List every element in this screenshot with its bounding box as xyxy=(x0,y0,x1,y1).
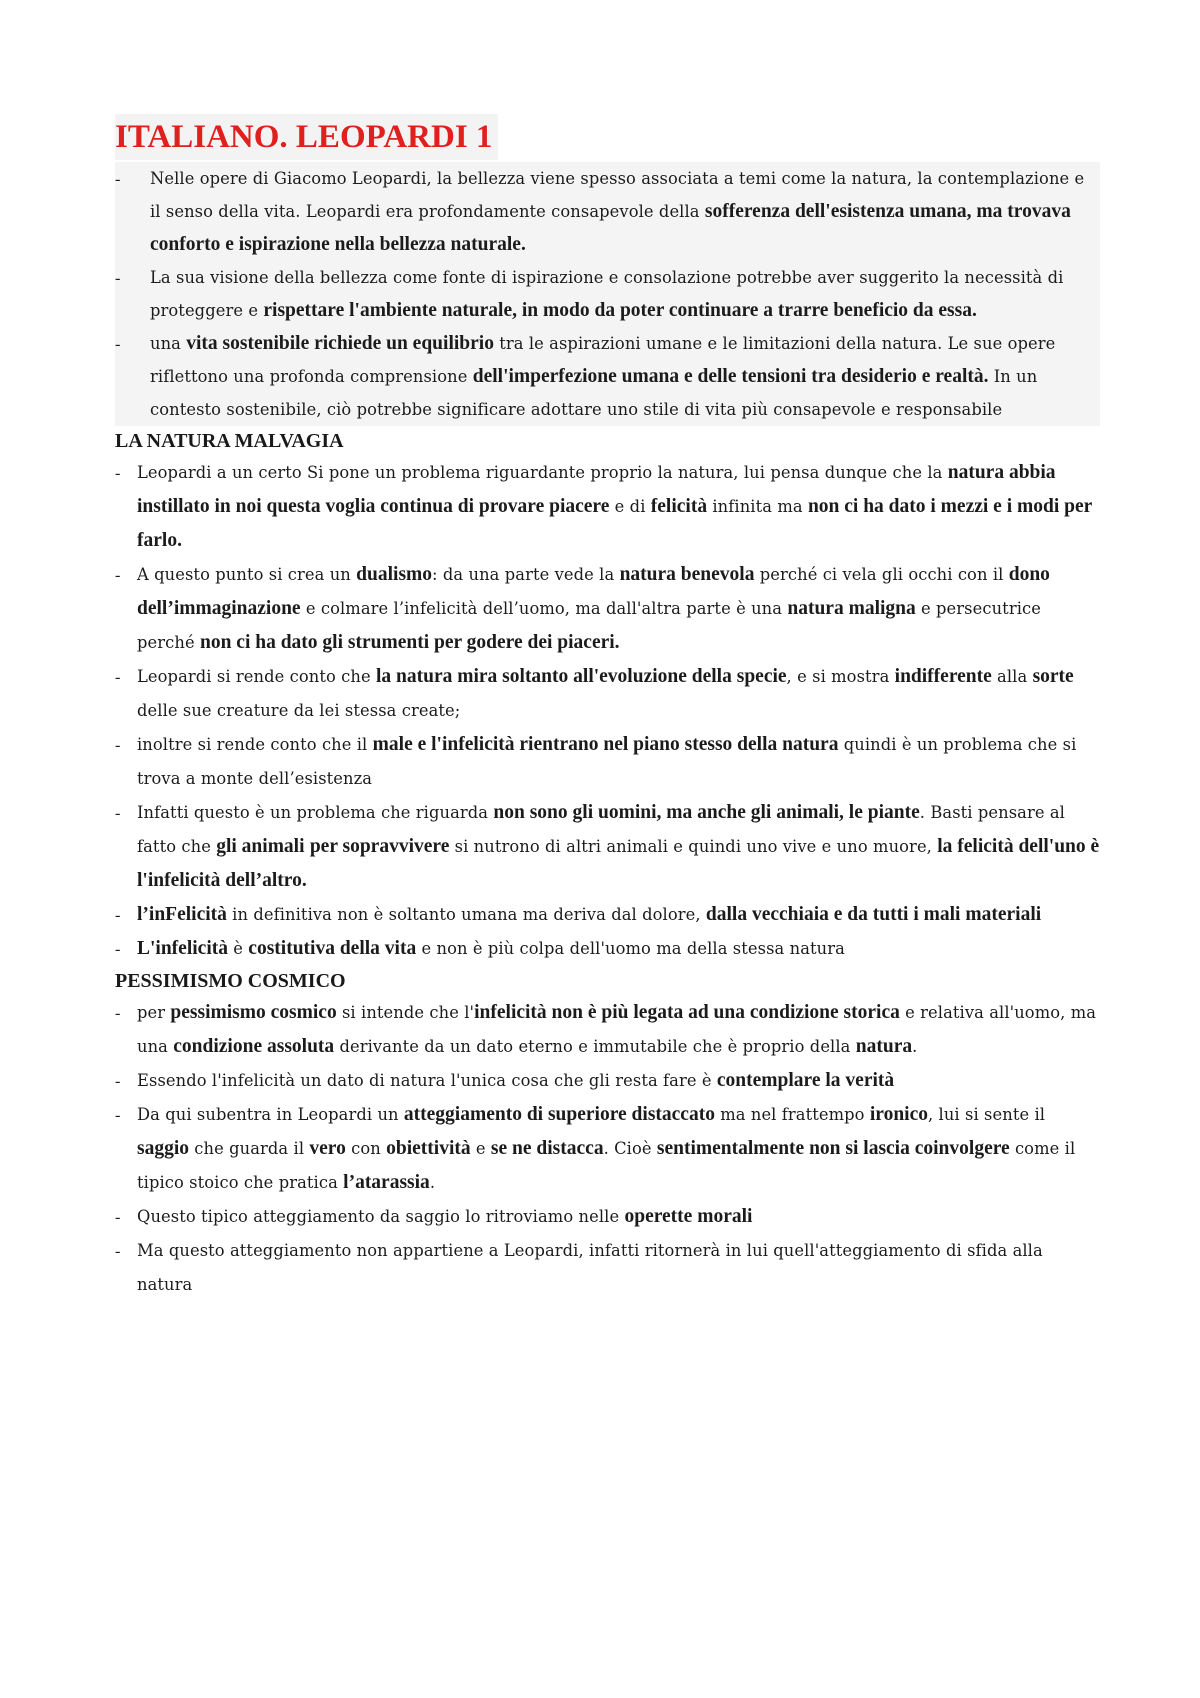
text: , e si mostra xyxy=(786,667,895,686)
bold-text: sentimentalmente non si lascia coinvolgere xyxy=(656,1138,1010,1159)
text: Leopardi a un certo Si pone un problema riguardante proprio la natura, lui pensa dunque che la xyxy=(137,463,948,482)
text: con xyxy=(345,1139,387,1158)
text: ma nel frattempo xyxy=(714,1105,870,1124)
bold-text: dell'imperfezione umana e delle tensioni tra desiderio e realtà. xyxy=(472,366,989,387)
text: La sua visione della bellezza come fonte di ispirazione e consolazione potrebbe aver suggerito la necessità di proteggere e xyxy=(150,268,1064,320)
bullet-dash: - xyxy=(115,905,121,924)
text: si intende che l' xyxy=(336,1003,475,1022)
bullet-dash: - xyxy=(115,565,121,584)
bullet-dash: - xyxy=(115,169,121,188)
list-item xyxy=(115,1064,1100,1098)
bold-text: sorte xyxy=(1032,666,1074,687)
page-title: ITALIANO. LEOPARDI 1 xyxy=(115,114,498,160)
bullet-dash: - xyxy=(115,1241,121,1260)
bold-text: vita sostenibile richiede un equilibrio xyxy=(186,333,494,354)
bold-text: gli animali xyxy=(216,836,305,857)
section-heading: PESSIMISMO COSMICO xyxy=(115,970,346,992)
text: per xyxy=(137,1003,171,1022)
list-item xyxy=(115,796,1100,898)
bold-text: saggio xyxy=(137,1138,190,1159)
bullet-dash: - xyxy=(115,334,121,353)
section-list xyxy=(115,996,1100,1302)
bold-text: per sopravvivere xyxy=(309,836,450,857)
text: come il tipico stoico che pratica xyxy=(137,1139,1076,1192)
bold-text: infelicità non è più legata ad una condizione storica xyxy=(474,1002,900,1023)
bold-text: vero xyxy=(309,1138,346,1159)
bold-text: la felicità dell'uno è l'infelicità dell’altro. xyxy=(137,836,1100,891)
text: si nutrono di altri animali e quindi uno vive e uno muore, xyxy=(449,837,938,856)
list-item xyxy=(115,1200,1100,1234)
bold-text: natura xyxy=(855,1036,913,1057)
list-item xyxy=(115,1098,1100,1200)
text: A questo punto si crea un xyxy=(137,565,357,584)
text: , lui si sente il xyxy=(927,1105,1046,1124)
bold-text: non sono gli uomini, ma anche gli animali, le piante xyxy=(493,802,920,823)
text: e di xyxy=(609,497,651,516)
bold-text: natura abbia instillato in noi questa voglia continua di provare piacere xyxy=(137,462,1056,517)
list-item xyxy=(115,261,1100,327)
bullet-dash: - xyxy=(115,1003,121,1022)
bold-text: felicità xyxy=(650,496,708,517)
list-item xyxy=(115,327,1100,426)
bullet-dash: - xyxy=(115,463,121,482)
text: che guarda il xyxy=(189,1139,310,1158)
text: : da una parte vede la xyxy=(432,565,620,584)
text: delle sue creature da lei stessa create; xyxy=(137,701,461,720)
bold-text: atteggiamento di superiore distaccato xyxy=(403,1104,715,1125)
section-heading: LA NATURA MALVAGIA xyxy=(115,430,344,452)
text: Essendo l'infelicità un dato di natura l'unica cosa che gli resta fare è xyxy=(137,1071,717,1090)
text: in definitiva non è soltanto umana ma deriva dal dolore, xyxy=(226,905,706,924)
text: quindi è un problema che si trova a monte dell’esistenza xyxy=(137,735,1077,788)
text: e relativa all'uomo, ma una xyxy=(137,1003,1097,1056)
list-item xyxy=(115,898,1100,932)
text: e non è più colpa dell'uomo ma della stessa natura xyxy=(416,939,845,958)
list-item xyxy=(115,728,1100,796)
text: . Cioè xyxy=(603,1139,657,1158)
bold-text: la natura mira soltanto all'evoluzione della specie xyxy=(375,666,787,687)
bold-text: se ne distacca xyxy=(490,1138,604,1159)
text: . xyxy=(912,1037,918,1056)
text: Da qui subentra in Leopardi un xyxy=(137,1105,404,1124)
text: alla xyxy=(991,667,1033,686)
text: Leopardi si rende conto che xyxy=(137,667,376,686)
bold-text: rispettare l'ambiente naturale, in modo da poter continuare a trarre beneficio da essa. xyxy=(263,300,977,321)
text: Ma questo atteggiamento non appartiene a Leopardi, infatti ritornerà in lui quell'atteggiamento di sfida alla natura xyxy=(137,1241,1043,1294)
bullet-dash: - xyxy=(115,268,121,287)
bold-text: natura maligna xyxy=(787,598,916,619)
text: e xyxy=(470,1139,491,1158)
bold-text: condizione assoluta xyxy=(173,1036,335,1057)
text: perché ci vela gli occhi con il xyxy=(754,565,1009,584)
bold-text: ironico xyxy=(869,1104,928,1125)
bullet-dash: - xyxy=(115,939,121,958)
bold-text: pessimismo cosmico xyxy=(170,1002,337,1023)
bold-text: costitutiva della vita xyxy=(248,938,417,959)
text: e persecutrice perché xyxy=(137,599,1041,652)
bold-text: indifferente xyxy=(894,666,992,687)
bold-text: contemplare la verità xyxy=(716,1070,895,1091)
bold-text: L'infelicità xyxy=(137,938,228,959)
bold-text: operette morali xyxy=(624,1206,753,1227)
bold-text: obiettività xyxy=(386,1138,471,1159)
text: Questo tipico atteggiamento da saggio lo ritroviamo nelle xyxy=(137,1207,625,1226)
text: Nelle opere di Giacomo Leopardi, la bellezza viene spesso associata a temi come la natura, la contemplazione e il senso della vita. Leopardi era profondamente consapevole della xyxy=(150,169,1085,221)
bullet-dash: - xyxy=(115,735,121,754)
list-item xyxy=(115,996,1100,1064)
bullet-dash: - xyxy=(115,1207,121,1226)
text: è xyxy=(228,939,249,958)
bold-text: sofferenza dell'esistenza umana, ma trovava conforto e ispirazione nella bellezza naturale. xyxy=(150,201,1071,255)
section-list xyxy=(115,456,1100,966)
text: Infatti questo è un problema che riguarda xyxy=(137,803,494,822)
text: . xyxy=(429,1173,436,1192)
text: tra le aspirazioni umane e le limitazioni della natura. Le sue opere riflettono una profonda comprensione xyxy=(150,334,1056,386)
intro-list xyxy=(115,162,1100,426)
list-item xyxy=(115,456,1100,558)
text: e colmare l’infelicità dell’uomo, ma dall'altra parte è una xyxy=(300,599,788,618)
bold-text: dalla vecchiaia e da tutti i mali materiali xyxy=(705,904,1042,925)
list-item xyxy=(115,1234,1100,1302)
text: una xyxy=(150,334,187,353)
section-natura-malvagia xyxy=(115,426,1100,966)
bold-text: non ci ha dato gli strumenti per godere dei piaceri. xyxy=(199,632,620,653)
bold-text: l’inFelicità xyxy=(137,904,227,925)
text: . Basti pensare al fatto che xyxy=(137,803,1065,856)
bold-text: natura benevola xyxy=(619,564,755,585)
text: infinita ma xyxy=(707,497,808,516)
bold-text: l’atarassia xyxy=(343,1172,430,1193)
bold-text: non ci ha dato i mezzi e i modi per farlo. xyxy=(137,496,1092,551)
list-item xyxy=(115,932,1100,966)
bullet-dash: - xyxy=(115,803,121,822)
list-item xyxy=(115,660,1100,728)
text: In un contesto sostenibile, ciò potrebbe significare adottare uno stile di vita più consapevole e responsabile xyxy=(150,367,1038,419)
list-item xyxy=(115,162,1100,261)
section-pessimismo-cosmico xyxy=(115,966,1100,1302)
list-item xyxy=(115,558,1100,660)
text: inoltre si rende conto che il xyxy=(137,735,373,754)
bold-text: dono dell’immaginazione xyxy=(137,564,1050,619)
bold-text: dualismo xyxy=(356,564,433,585)
bullet-dash: - xyxy=(115,667,121,686)
bullet-dash: - xyxy=(115,1071,121,1090)
text: derivante da un dato eterno e immutabile che è proprio della xyxy=(334,1037,856,1056)
bullet-dash: - xyxy=(115,1105,121,1124)
bold-text: male e l'infelicità rientrano nel piano stesso della natura xyxy=(372,734,839,755)
